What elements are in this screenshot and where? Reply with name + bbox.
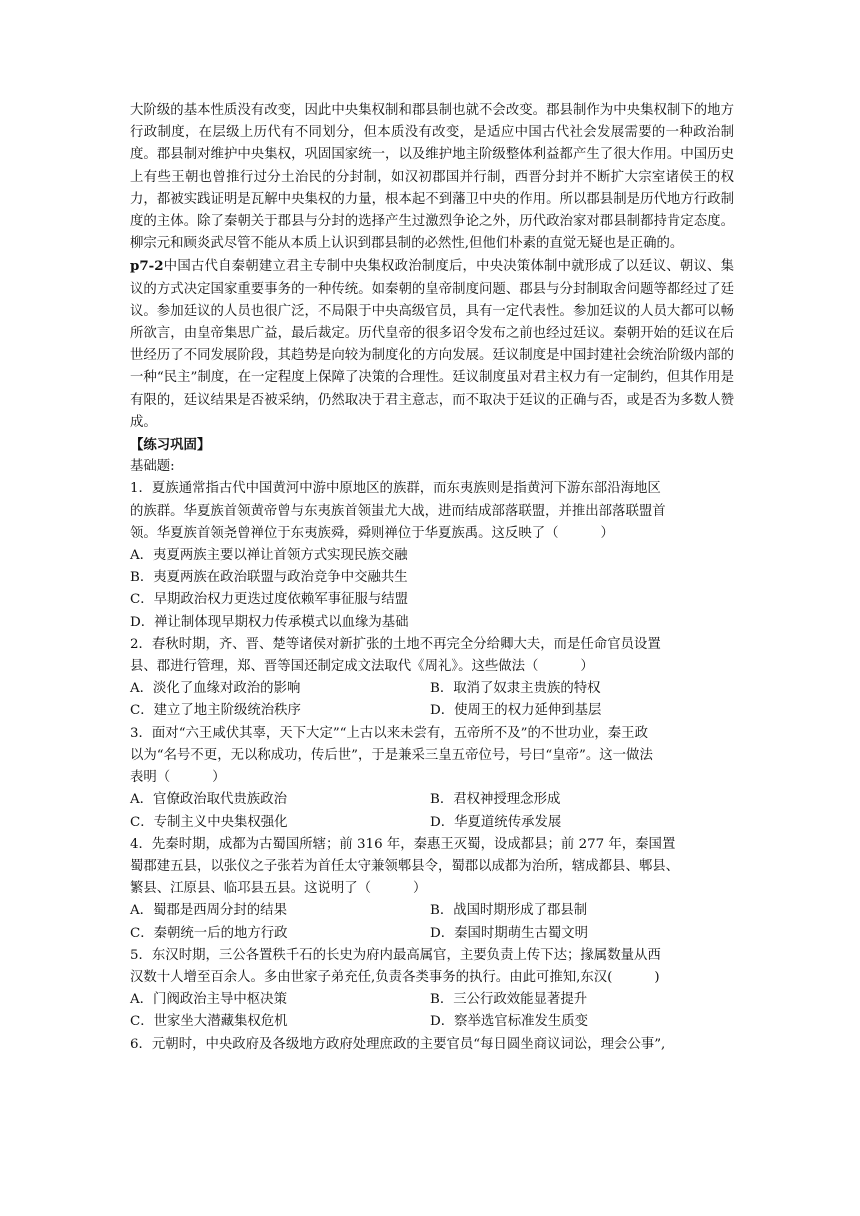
option-row xyxy=(130,900,734,922)
option-a: A．官僚政治取代贵族政治 xyxy=(130,792,287,808)
option-c: C．建立了地主阶级统治秩序 xyxy=(130,703,301,719)
paragraph-commanderies: 大阶级的基本性质没有改变，因此中央集权制和郡县制也就不会改变。郡县制作为中央集权制下的地方行政制度，在层级上历代有不同划分，但本质没有改变，是适应中国古代社会发展需要的一种政治制度。郡县制对维护中央集权，巩固国家统一，以及维护地主阶级整体利益都产生了很大作用。中国历史上有些王朝也曾推行过分土治民的分封制，如汉初郡国并行制，西晋分封并不断扩大宗室诸侯王的权力，都被实践证明是瓦解中央集权的力量，根本起不到藩卫中央的作用。所以郡县制是历代地方行政制度的主体。除了秦朝关于郡县与分封的选择产生过激烈争论之外，历代政治家对郡县制都持肯定态度。柳宗元和顾炎武尽管不能从本质上认识到郡县制的必然性,但他们朴素的直觉无疑也是正确的。 xyxy=(130,103,734,252)
question-text: 的族群。华夏族首领黄帝曾与东夷族首领蚩尤大战，进而结成部落联盟，并推出部落联盟首 xyxy=(130,503,666,519)
question-1 xyxy=(130,478,734,633)
question-text: 2．春秋时期，齐、晋、楚等诸侯对新扩张的土地不再完全分给卿大夫，而是任命官员设置 xyxy=(130,636,661,652)
question-text: 领。华夏族首领尧曾禅位于东夷族舜，舜则禅位于华夏族禹。这反映了（ xyxy=(130,525,559,541)
question-text: 蜀郡建五县，以张仪之子张若为首任太守兼领郫县令，蜀郡以成都为治所，辖成都县、郫县、 xyxy=(130,858,680,874)
option-b: B．战国时期形成了郡县制 xyxy=(430,903,588,919)
question-text: 汉数十人增至百余人。多由世家子弟充任,负责各类事务的执行。由此可推知,东汉( xyxy=(130,969,613,985)
option-a: A．蜀郡是西周分封的结果 xyxy=(130,903,287,919)
basic-label: 基础题: xyxy=(130,459,175,475)
option-a: A．淡化了血缘对政治的影响 xyxy=(130,681,301,697)
option-row xyxy=(130,700,734,722)
question-text: 县、郡进行管理，郑、晋等国还制定成文法取代《周礼》。这些做法（ xyxy=(130,659,539,675)
question-4 xyxy=(130,834,734,945)
question-text: 3．面对“六王咸伏其辜，天下大定”“上古以来未尝有，五帝所不及”的不世功业，秦王政 xyxy=(130,725,648,741)
option-c: C．秦朝统一后的地方行政 xyxy=(130,925,288,941)
option-d: D．禅让制体现早期权力传承模式以血缘为基础 xyxy=(130,614,409,630)
option-d: D．使周王的权力延伸到基层 xyxy=(430,703,602,719)
question-3 xyxy=(130,723,734,834)
option-a: A．门阀政治主导中枢决策 xyxy=(130,992,287,1008)
question-text: ） xyxy=(580,659,594,675)
question-5 xyxy=(130,945,734,1034)
option-d: D．察举选官标准发生质变 xyxy=(430,1014,589,1030)
option-row xyxy=(130,923,734,945)
option-d: D．秦国时期萌生古蜀文明 xyxy=(430,925,589,941)
option-row xyxy=(130,789,734,811)
option-row xyxy=(130,678,734,700)
document-page xyxy=(130,100,734,1056)
option-d: D．华夏道统传承发展 xyxy=(430,814,562,830)
option-b: B．三公行政效能显著提升 xyxy=(430,992,588,1008)
option-b: B．取消了奴隶主贵族的特权 xyxy=(430,681,601,697)
option-b: B．君权神授理念形成 xyxy=(430,792,561,808)
question-text: ） xyxy=(413,881,427,897)
question-text: 以为“名号不更，无以称成功，传后世”，于是兼采三皇五帝位号，号曰“皇帝”。这一做法 xyxy=(130,747,653,763)
question-text: ） xyxy=(600,525,614,541)
question-text: ） xyxy=(212,770,226,786)
option-b: B．夷夏两族在政治联盟与政治竞争中交融共生 xyxy=(130,570,408,586)
question-2 xyxy=(130,634,734,723)
option-row xyxy=(130,1011,734,1033)
paragraph-text: 中国古代自秦朝建立君主专制中央集权政治制度后，中央决策体制中就形成了以廷议、朝议、集议的方式决定国家重要事务的一种传统。如秦朝的皇帝制度问题、郡县与分封制取舍问题等都经过了廷议。参加廷议的人员也很广泛，不局限于中央高级官员，具有一定代表性。参加廷议的人员大都可以畅所欲言，由皇帝集思广益，最后裁定。历代皇帝的很多诏令发布之前也经过廷议。秦朝开始的廷议在后世经历了不同发展阶段，其趋势是向较为制度化的方向发展。廷议制度是中国封建社会统治阶级内部的一种“民主”制度，在一定程度上保障了决策的合理性。廷议制度虽对君主权力有一定制约，但其作用是有限的，廷议结果是否被采纳，仍然取决于君主意志，而不取决于廷议的正确与否，或是否为多数人赞成。 xyxy=(130,259,734,430)
question-text: ) xyxy=(654,969,660,985)
question-text: 繁县、江原县、临邛县五县。这说明了（ xyxy=(130,881,372,897)
paragraph-p7-2 xyxy=(130,255,734,434)
question-text: 4．先秦时期，成都为古蜀国所辖；前 316 年，秦惠王灭蜀，设成都县；前 277 年，秦国置 xyxy=(130,836,676,852)
question-text: 6．元朝时，中央政府及各级地方政府处理庶政的主要官员“每日圆坐商议词讼，理会公事”, xyxy=(130,1036,666,1052)
option-c: C．早期政治权力更迭过度依赖军事征服与结盟 xyxy=(130,592,409,608)
option-row xyxy=(130,989,734,1011)
question-text: 表明（ xyxy=(130,770,171,786)
section-tag: p7-2 xyxy=(130,258,164,275)
option-c: C．世家坐大潜藏集权危机 xyxy=(130,1014,288,1030)
question-6 xyxy=(130,1034,734,1056)
option-c: C．专制主义中央集权强化 xyxy=(130,814,288,830)
option-row xyxy=(130,812,734,834)
question-text: 1．夏族通常指古代中国黄河中游中原地区的族群，而东夷族则是指黄河下游东部沿海地区 xyxy=(130,481,661,497)
exercise-section-title: 【练习巩固】 xyxy=(130,437,211,454)
option-a: A．夷夏两族主要以禅让首领方式实现民族交融 xyxy=(130,548,408,564)
question-text: 5．东汉时期，三公各置秩千石的长史为府内最高属官，主要负责上传下达；掾属数量从西 xyxy=(130,947,661,963)
